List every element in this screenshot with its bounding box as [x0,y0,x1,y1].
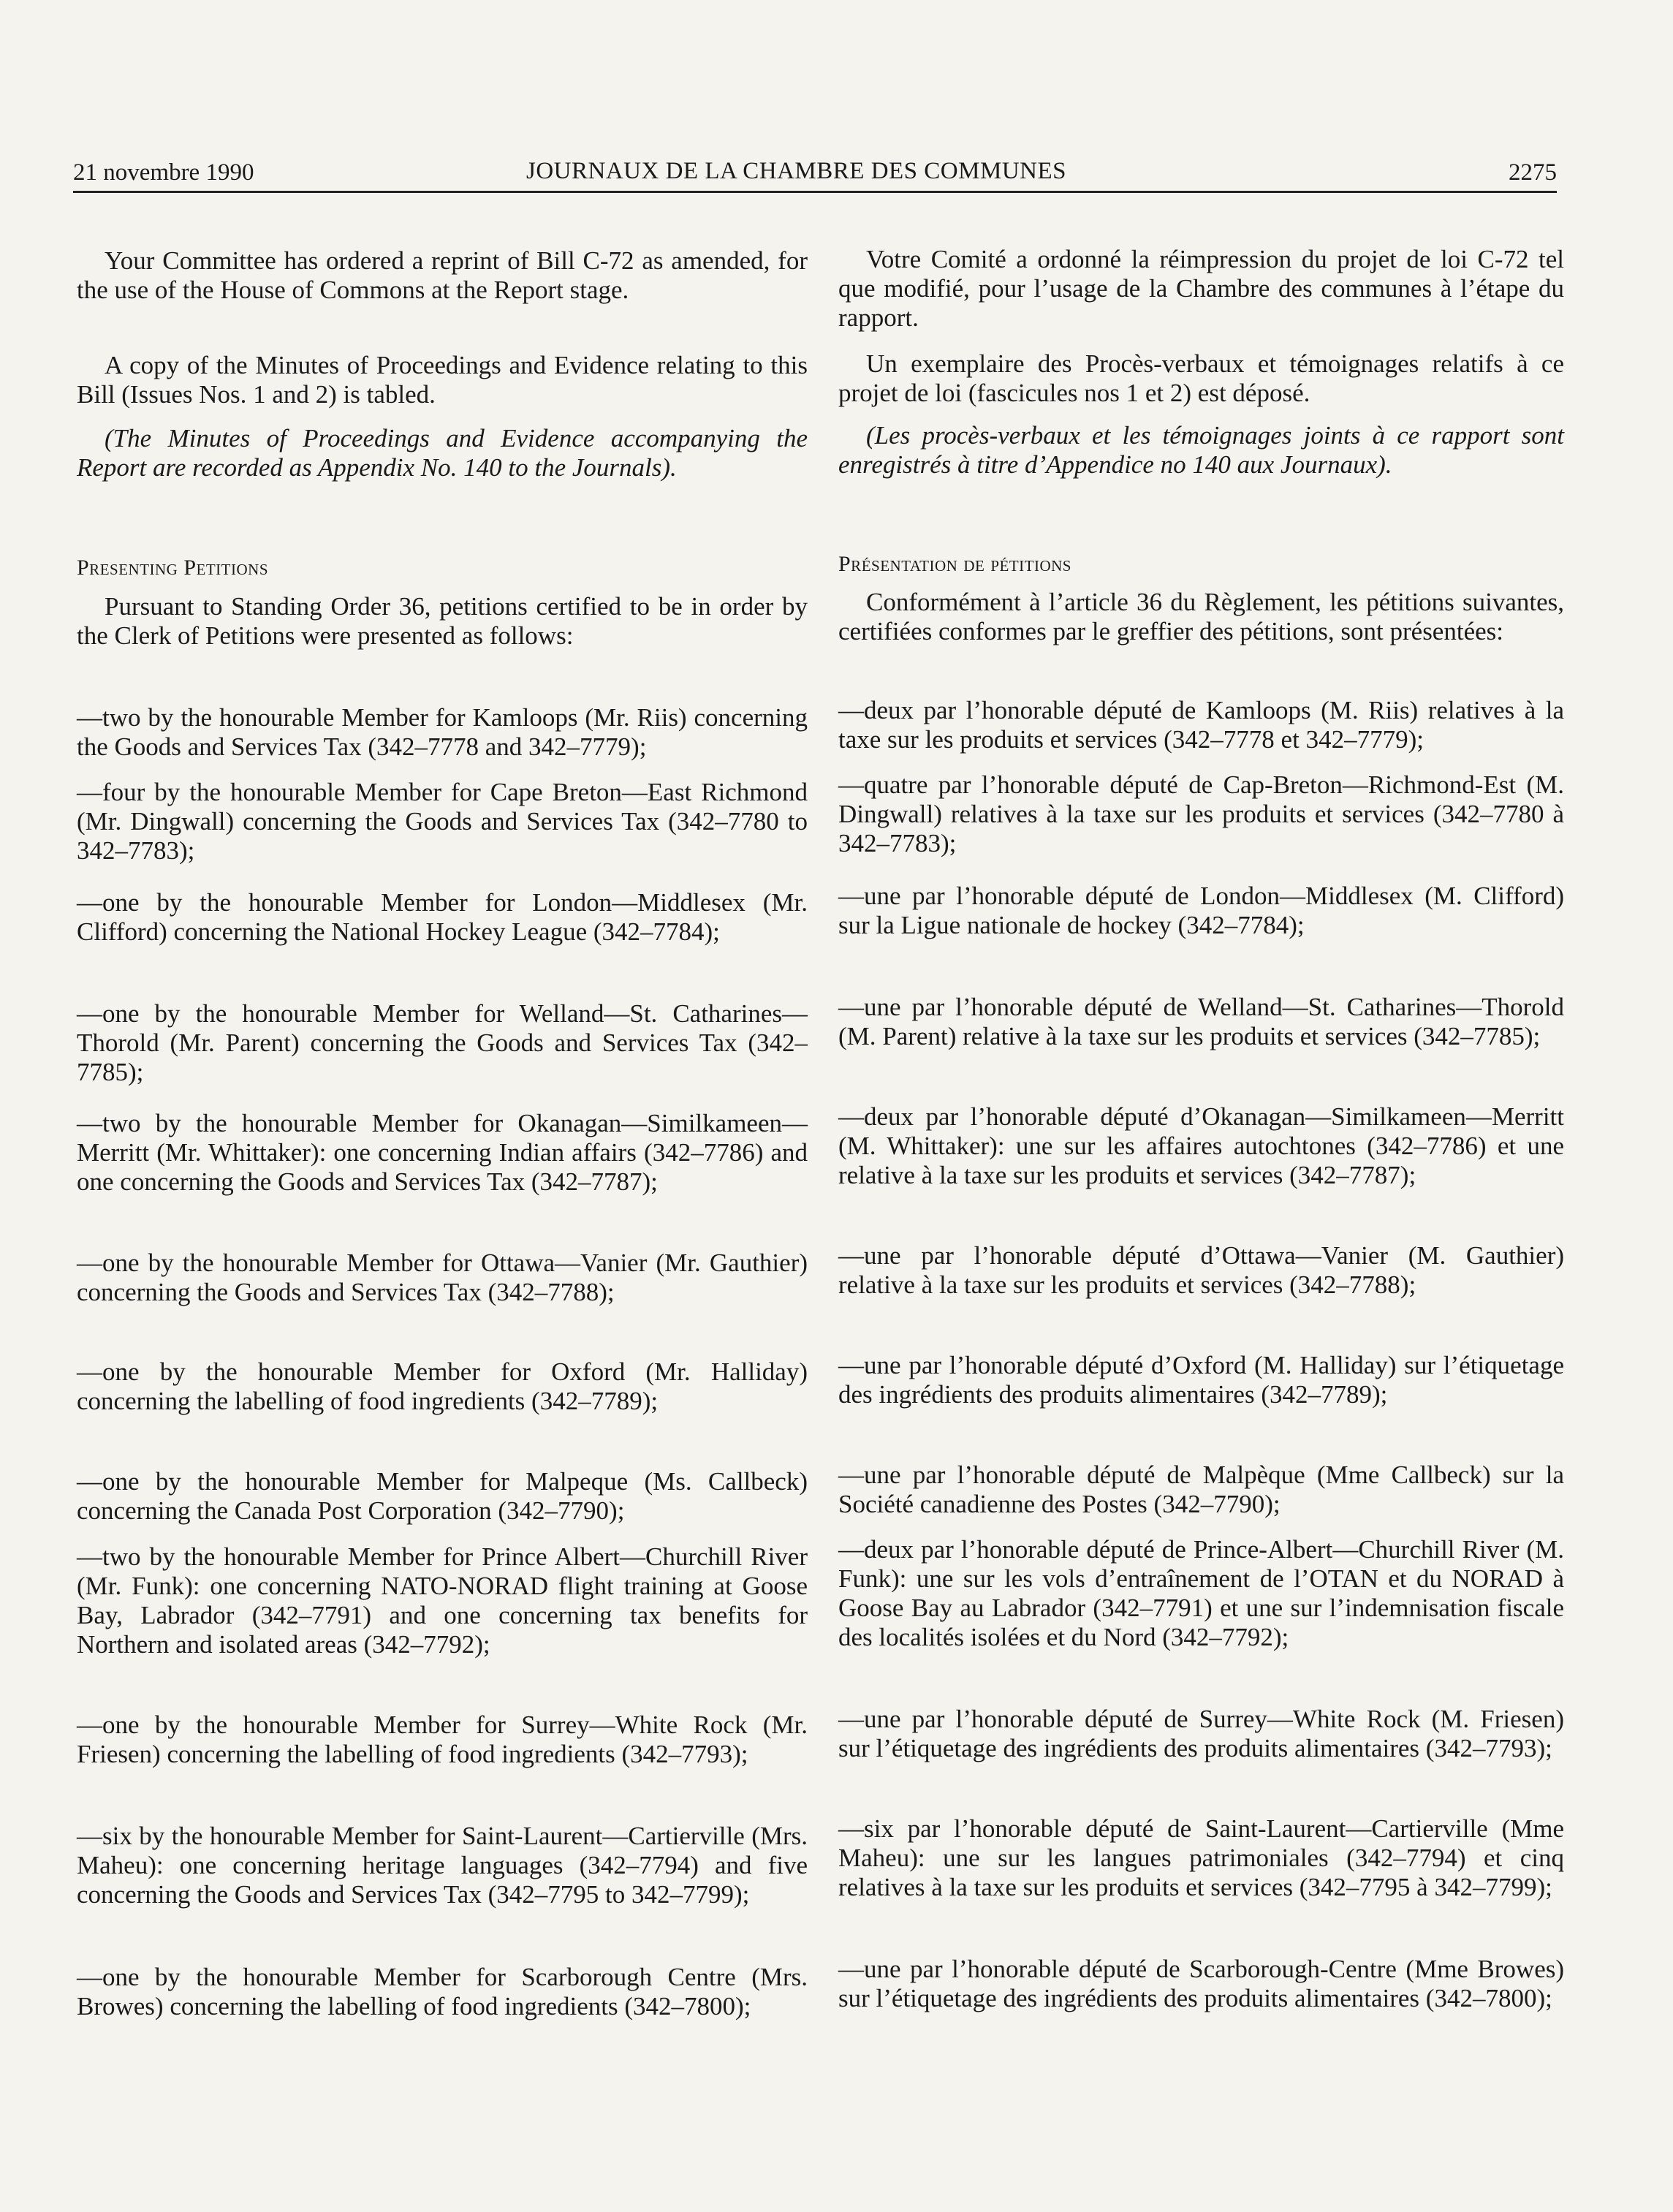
french-section-intro: Conformément à l’article 36 du Règlement, les pétitions suivantes, certifiées conformes par le greffier des pétitions, sont présentées: [838,588,1564,645]
french-petition-item: —une par l’honorable député de Surrey—White Rock (M. Friesen) sur l’étiquetage des ingrédients des produits alimentaires (342–7793); [838,1705,1564,1762]
french-petition-item: —une par l’honorable député de Malpèque (Mme Callbeck) sur la Société canadienne des Postes (342–7790); [838,1461,1564,1518]
english-petition-item: —one by the honourable Member for Surrey—White Rock (Mr. Friesen) concerning the labelling of food ingredients (342–7793); [77,1711,808,1768]
french-intro-appendix: (Les procès-verbaux et les témoignages joints à ce rapport sont enregistrés à titre d’Appendice no 140 aux Journaux). [838,421,1564,479]
french-petition-item: —six par l’honorable député de Saint-Laurent—Cartierville (Mme Maheu): une sur les langues patrimoniales (342–7794) et cinq relatives à la taxe sur les produits et services (342–7795 à 342–7799); [838,1814,1564,1901]
page-header [73,150,1557,193]
english-intro-appendix: (The Minutes of Proceedings and Evidence accompanying the Report are recorded as Appendix No. 140 to the Journals). [77,424,808,482]
english-petition-item: —one by the honourable Member for Scarborough Centre (Mrs. Browes) concerning the labelling of food ingredients (342–7800); [77,1963,808,2020]
french-petition-item: —une par l’honorable député de Scarborough-Centre (Mme Browes) sur l’étiquetage des ingrédients des produits alimentaires (342–7800); [838,1955,1564,2012]
header-page-number: 2275 [1509,159,1557,186]
french-intro-minutes: Un exemplaire des Procès-verbaux et témoignages relatifs à ce projet de loi (fascicules nos 1 et 2) est déposé. [838,349,1564,407]
french-intro-reprint: Votre Comité a ordonné la réimpression du projet de loi C-72 tel que modifié, pour l’usage de la Chambre des communes à l’étape du rapport. [838,245,1564,332]
english-petition-item: —four by the honourable Member for Cape Breton—East Richmond (Mr. Dingwall) concerning the Goods and Services Tax (342–7780 to 342–7783); [77,778,808,865]
french-section-heading: Présentation de pétitions [838,552,1071,576]
french-petition-item: —quatre par l’honorable député de Cap-Breton—Richmond-Est (M. Dingwall) relatives à la taxe sur les produits et services (342–7780 à 342–7783); [838,770,1564,857]
english-intro-reprint: Your Committee has ordered a reprint of Bill C-72 as amended, for the use of the House of Commons at the Report stage. [77,246,808,304]
english-petition-item: —one by the honourable Member for Malpeque (Ms. Callbeck) concerning the Canada Post Corporation (342–7790); [77,1467,808,1525]
french-petition-item: —une par l’honorable député d’Ottawa—Vanier (M. Gauthier) relative à la taxe sur les produits et services (342–7788); [838,1241,1564,1299]
header-date: 21 novembre 1990 [73,159,254,186]
header-journal-title: JOURNAUX DE LA CHAMBRE DES COMMUNES [526,158,1066,184]
french-petition-item: —une par l’honorable député de Welland—St. Catharines—Thorold (M. Parent) relative à la taxe sur les produits et services (342–7785); [838,993,1564,1050]
english-section-heading: Presenting Petitions [77,556,269,580]
english-petition-item: —one by the honourable Member for Oxford (Mr. Halliday) concerning the labelling of food ingredients (342–7789); [77,1357,808,1415]
french-petition-item: —deux par l’honorable député d’Okanagan—Similkameen—Merritt (M. Whittaker): une sur les affaires autochtones (342–7786) et une relative à la taxe sur les produits et services (342–7787); [838,1102,1564,1189]
english-petition-item: —one by the honourable Member for Ottawa—Vanier (Mr. Gauthier) concerning the Goods and Services Tax (342–7788); [77,1249,808,1306]
english-petition-item: —one by the honourable Member for London—Middlesex (Mr. Clifford) concerning the National Hockey League (342–7784); [77,888,808,946]
english-petition-item: —six by the honourable Member for Saint-Laurent—Cartierville (Mrs. Maheu): one concerning heritage languages (342–7794) and five concerning the Goods and Services Tax (342–7795 to 342–7799); [77,1822,808,1909]
french-petition-item: —deux par l’honorable député de Kamloops (M. Riis) relatives à la taxe sur les produits et services (342–7778 et 342–7779); [838,696,1564,754]
english-petition-item: —two by the honourable Member for Prince Albert—Churchill River (Mr. Funk): one concerning NATO-NORAD flight training at Goose Bay, Labrador (342–7791) and one concerning tax benefits for Northern and isolated areas (342–7792); [77,1542,808,1659]
french-petition-item: —une par l’honorable député d’Oxford (M. Halliday) sur l’étiquetage des ingrédients des produits alimentaires (342–7789); [838,1351,1564,1409]
french-petition-item: —deux par l’honorable député de Prince-Albert—Churchill River (M. Funk): une sur les vols d’entraînement de l’OTAN et du NORAD à Goose Bay au Labrador (342–7791) et une sur l’indemnisation fiscale des localités isolées et du Nord (342–7792); [838,1535,1564,1651]
english-section-intro: Pursuant to Standing Order 36, petitions certified to be in order by the Clerk of Petitions were presented as follows: [77,592,808,650]
french-petition-item: —une par l’honorable député de London—Middlesex (M. Clifford) sur la Ligue nationale de hockey (342–7784); [838,882,1564,939]
english-intro-minutes: A copy of the Minutes of Proceedings and Evidence relating to this Bill (Issues Nos. 1 and 2) is tabled. [77,351,808,409]
english-petition-item: —two by the honourable Member for Kamloops (Mr. Riis) concerning the Goods and Services Tax (342–7778 and 342–7779); [77,703,808,761]
english-petition-item: —two by the honourable Member for Okanagan—Similkameen—Merritt (Mr. Whittaker): one concerning Indian affairs (342–7786) and one concerning the Goods and Services Tax (342–7787); [77,1109,808,1196]
english-petition-item: —one by the honourable Member for Welland—St. Catharines—Thorold (Mr. Parent) concerning the Goods and Services Tax (342–7785); [77,999,808,1086]
